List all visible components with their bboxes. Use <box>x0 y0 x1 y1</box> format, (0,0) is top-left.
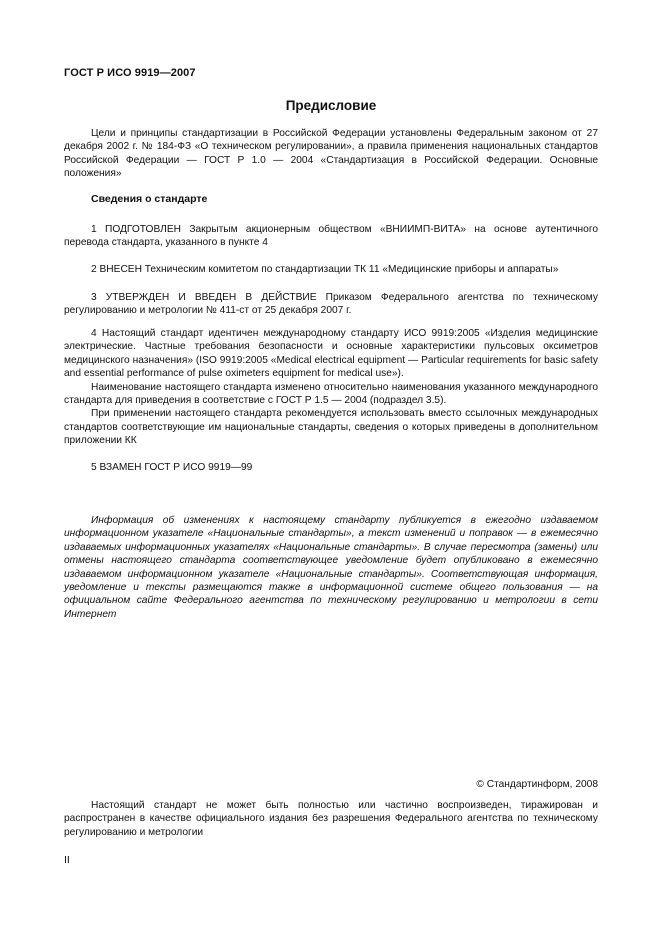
item-2 <box>64 263 598 276</box>
reproduction-notice-text: Настоящий стандарт не может быть полностью или частично воспроизведен, тиражирован и распространен в качестве официального издания без разрешения Федерального агентства по техническому регулированию и метрологии <box>64 800 598 838</box>
change-notice <box>64 514 598 621</box>
item-4 <box>64 327 598 448</box>
item-4-rename-note: Наименование настоящего стандарта изменено относительно наименования указанного международного стандарта для приведения в соответствие с ГОСТ Р 1.5 — 2004 (подраздел 3.5). <box>64 381 598 407</box>
reproduction-notice <box>64 799 598 839</box>
item-5 <box>64 461 598 474</box>
change-notice-text: Информация об изменениях к настоящему стандарту публикуется в ежегодно издаваемом информационном указателе «Национальные стандарты», а текст изменений и поправок — в ежемесячно издаваемых информационных указателях «Национальные стандарты». В случае пересмотра (замены) или отмены настоящего стандарта соответствующее уведомление будет опубликовано в ежемесячно издаваемом информационном указателе «Национальные стандарты». Соответствующая информация, уведомление и тексты размещаются также в информационной системе общего пользования — на официальном сайте Федерального агентства по техническому регулированию и метрологии в сети Интернет <box>64 515 598 620</box>
info-heading: Сведения о стандарте <box>91 193 208 205</box>
item-1-text: 1 ПОДГОТОВЛЕН Закрытым акционерным обществом «ВНИИМП-ВИТА» на основе аутентичного перевода стандарта, указанного в пункте 4 <box>64 224 598 249</box>
item-5-text: 5 ВЗАМЕН ГОСТ Р ИСО 9919—99 <box>91 462 253 473</box>
intro-paragraph: Цели и принципы стандартизации в Российской Федерации установлены Федеральным законом от 27 декабря 2002 г. № 184-ФЗ «О техническом регулировании», а правила применения национальных стандартов Российской Федерации — ГОСТ Р 1.0 — 2004 «Стандартизация в Российской Федерации. Основные положения» <box>64 128 598 180</box>
copyright: © Стандартинформ, 2008 <box>476 779 598 790</box>
item-2-text: 2 ВНЕСЕН Техническим комитетом по стандартизации ТК 11 «Медицинские приборы и аппараты» <box>91 264 559 275</box>
intro-section <box>64 127 598 181</box>
page-number: II <box>64 854 70 866</box>
item-3 <box>64 291 598 318</box>
item-4-text: 4 Настоящий стандарт идентичен международному стандарту ИСО 9919:2005 «Изделия медицинские электрические. Частные требования безопасности и основные характеристики пульсовых оксиметров медицинского назначения» (ISO 9919:2005 «Medical electrical equipment — Particular requirements for basic safety and essential performance of pulse oximeters equipment for medical use»). <box>64 328 598 380</box>
standard-designation: ГОСТ Р ИСО 9919—2007 <box>64 67 196 79</box>
item-3-text: 3 УТВЕРЖДЕН И ВВЕДЕН В ДЕЙСТВИЕ Приказом Федерального агентства по техническому регулированию и метрологии № 411-ст от 25 декабря 2007 г. <box>64 292 598 317</box>
item-1 <box>64 223 598 250</box>
page-title: Предисловие <box>285 98 377 113</box>
item-4-reference-note: При применении настоящего стандарта рекомендуется использовать вместо ссылочных международных стандартов соответствующие им национальные стандарты, сведения о которых приведены в дополнительном приложении КК <box>64 408 598 447</box>
